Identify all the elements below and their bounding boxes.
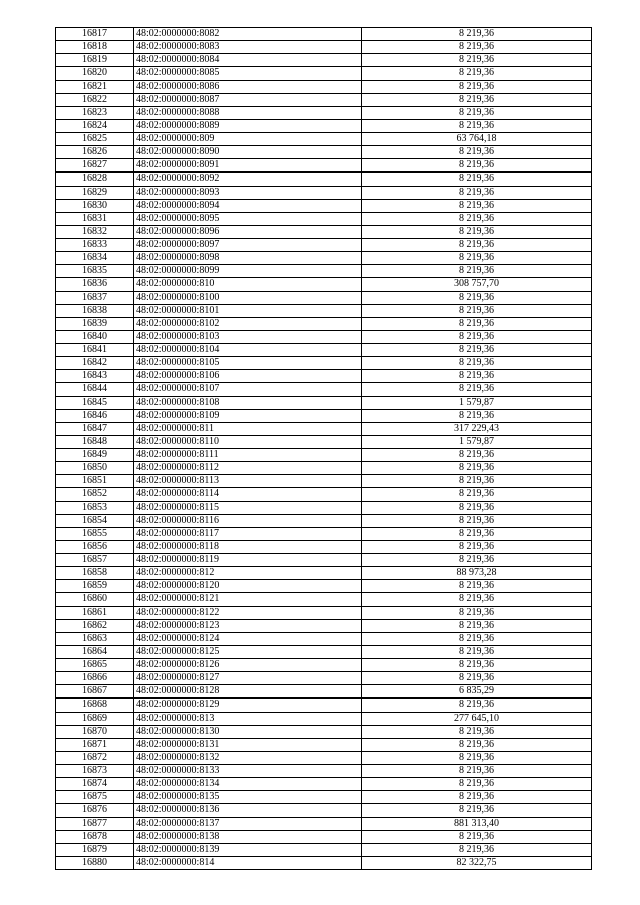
- cadastral-value-cell: 8 219,36: [362, 67, 592, 80]
- table-row: [56, 370, 592, 383]
- table-row: [56, 317, 592, 330]
- cadastral-value-cell: 8 219,36: [362, 41, 592, 54]
- cadastral-value-cell: 8 219,36: [362, 804, 592, 817]
- cadastral-number-cell: 48:02:0000000:8085: [134, 67, 362, 80]
- row-number-cell: 16817: [56, 28, 134, 41]
- row-number-cell: 16873: [56, 765, 134, 778]
- cadastral-value-cell: 8 219,36: [362, 830, 592, 843]
- cadastral-number-cell: 48:02:0000000:8120: [134, 580, 362, 593]
- row-number-cell: 16830: [56, 199, 134, 212]
- row-number-cell: 16859: [56, 580, 134, 593]
- table-row: [56, 344, 592, 357]
- cadastral-value-cell: 881 313,40: [362, 817, 592, 830]
- row-number-cell: 16861: [56, 606, 134, 619]
- table-row: [56, 765, 592, 778]
- table-row: [56, 475, 592, 488]
- cadastral-value-cell: 8 219,36: [362, 28, 592, 41]
- table-row: [56, 199, 592, 212]
- cadastral-number-cell: 48:02:0000000:8109: [134, 409, 362, 422]
- row-number-cell: 16877: [56, 817, 134, 830]
- cadastral-number-cell: 48:02:0000000:8112: [134, 462, 362, 475]
- cadastral-value-cell: 88 973,28: [362, 567, 592, 580]
- table-row: [56, 449, 592, 462]
- table-row: [56, 501, 592, 514]
- table-row: [56, 619, 592, 632]
- table-row: [56, 672, 592, 685]
- table-row: [56, 212, 592, 225]
- cadastral-number-cell: 48:02:0000000:8101: [134, 304, 362, 317]
- row-number-cell: 16853: [56, 501, 134, 514]
- cadastral-value-cell: 8 219,36: [362, 659, 592, 672]
- cadastral-number-cell: 48:02:0000000:8123: [134, 619, 362, 632]
- cadastral-value-cell: 8 219,36: [362, 304, 592, 317]
- cadastral-number-cell: 48:02:0000000:8134: [134, 778, 362, 791]
- table-row: [56, 488, 592, 501]
- cadastral-number-cell: 48:02:0000000:8092: [134, 172, 362, 186]
- table-row: [56, 93, 592, 106]
- cadastral-number-cell: 48:02:0000000:8107: [134, 383, 362, 396]
- cadastral-value-cell: 8 219,36: [362, 93, 592, 106]
- row-number-cell: 16854: [56, 514, 134, 527]
- row-number-cell: 16843: [56, 370, 134, 383]
- cadastral-value-cell: 8 219,36: [362, 527, 592, 540]
- table-row: [56, 593, 592, 606]
- cadastral-number-cell: 48:02:0000000:8111: [134, 449, 362, 462]
- cadastral-value-cell: 8 219,36: [362, 593, 592, 606]
- table-row: [56, 738, 592, 751]
- cadastral-number-cell: 48:02:0000000:8115: [134, 501, 362, 514]
- row-number-cell: 16844: [56, 383, 134, 396]
- cadastral-value-cell: 8 219,36: [362, 698, 592, 712]
- cadastral-number-cell: 48:02:0000000:8106: [134, 370, 362, 383]
- cadastral-value-cell: 82 322,75: [362, 856, 592, 869]
- cadastral-value-cell: 8 219,36: [362, 778, 592, 791]
- table-row: [56, 28, 592, 41]
- table-row: [56, 567, 592, 580]
- row-number-cell: 16874: [56, 778, 134, 791]
- table-row: [56, 712, 592, 725]
- cadastral-value-cell: 8 219,36: [362, 119, 592, 132]
- row-number-cell: 16841: [56, 344, 134, 357]
- table-row: [56, 357, 592, 370]
- table-row: [56, 580, 592, 593]
- table-row: [56, 330, 592, 343]
- row-number-cell: 16865: [56, 659, 134, 672]
- cadastral-value-cell: 8 219,36: [362, 619, 592, 632]
- cadastral-number-cell: 48:02:0000000:8083: [134, 41, 362, 54]
- cadastral-value-cell: 8 219,36: [362, 540, 592, 553]
- cadastral-value-table: [55, 27, 592, 870]
- cadastral-value-cell: 8 219,36: [362, 252, 592, 265]
- cadastral-number-cell: 48:02:0000000:8103: [134, 330, 362, 343]
- table-row: [56, 422, 592, 435]
- table-row: [56, 804, 592, 817]
- cadastral-number-cell: 48:02:0000000:8137: [134, 817, 362, 830]
- cadastral-value-cell: 8 219,36: [362, 370, 592, 383]
- cadastral-value-cell: 8 219,36: [362, 317, 592, 330]
- cadastral-number-cell: 48:02:0000000:8089: [134, 119, 362, 132]
- cadastral-number-cell: 48:02:0000000:8105: [134, 357, 362, 370]
- cadastral-number-cell: 48:02:0000000:8125: [134, 645, 362, 658]
- row-number-cell: 16863: [56, 632, 134, 645]
- cadastral-number-cell: 48:02:0000000:810: [134, 278, 362, 291]
- row-number-cell: 16872: [56, 751, 134, 764]
- cadastral-number-cell: 48:02:0000000:8116: [134, 514, 362, 527]
- cadastral-value-cell: 8 219,36: [362, 843, 592, 856]
- cadastral-value-cell: 6 835,29: [362, 685, 592, 699]
- row-number-cell: 16851: [56, 475, 134, 488]
- table-row: [56, 383, 592, 396]
- row-number-cell: 16858: [56, 567, 134, 580]
- cadastral-number-cell: 48:02:0000000:8121: [134, 593, 362, 606]
- cadastral-value-cell: 8 219,36: [362, 159, 592, 173]
- table-row: [56, 659, 592, 672]
- cadastral-number-cell: 48:02:0000000:8087: [134, 93, 362, 106]
- cadastral-value-cell: 8 219,36: [362, 409, 592, 422]
- cadastral-number-cell: 48:02:0000000:8133: [134, 765, 362, 778]
- table-row: [56, 856, 592, 869]
- row-number-cell: 16879: [56, 843, 134, 856]
- row-number-cell: 16824: [56, 119, 134, 132]
- row-number-cell: 16848: [56, 435, 134, 448]
- row-number-cell: 16847: [56, 422, 134, 435]
- cadastral-number-cell: 48:02:0000000:8084: [134, 54, 362, 67]
- row-number-cell: 16870: [56, 725, 134, 738]
- row-number-cell: 16834: [56, 252, 134, 265]
- cadastral-value-cell: 8 219,36: [362, 225, 592, 238]
- cadastral-value-cell: 8 219,36: [362, 449, 592, 462]
- cadastral-value-cell: 8 219,36: [362, 475, 592, 488]
- cadastral-number-cell: 48:02:0000000:8138: [134, 830, 362, 843]
- cadastral-number-cell: 48:02:0000000:8098: [134, 252, 362, 265]
- row-number-cell: 16860: [56, 593, 134, 606]
- table-row: [56, 291, 592, 304]
- cadastral-value-cell: 8 219,36: [362, 344, 592, 357]
- cadastral-number-cell: 48:02:0000000:8097: [134, 239, 362, 252]
- cadastral-number-cell: 48:02:0000000:8127: [134, 672, 362, 685]
- table-row: [56, 265, 592, 278]
- cadastral-value-cell: 8 219,36: [362, 357, 592, 370]
- table-row: [56, 791, 592, 804]
- cadastral-value-cell: 8 219,36: [362, 265, 592, 278]
- row-number-cell: 16845: [56, 396, 134, 409]
- table-row: [56, 225, 592, 238]
- cadastral-number-cell: 48:02:0000000:8122: [134, 606, 362, 619]
- cadastral-number-cell: 48:02:0000000:8118: [134, 540, 362, 553]
- cadastral-number-cell: 48:02:0000000:809: [134, 133, 362, 146]
- table-row: [56, 396, 592, 409]
- cadastral-value-cell: 8 219,36: [362, 106, 592, 119]
- table-row: [56, 304, 592, 317]
- cadastral-number-cell: 48:02:0000000:8110: [134, 435, 362, 448]
- cadastral-number-cell: 48:02:0000000:8091: [134, 159, 362, 173]
- cadastral-value-cell: 8 219,36: [362, 554, 592, 567]
- cadastral-number-cell: 48:02:0000000:812: [134, 567, 362, 580]
- cadastral-number-cell: 48:02:0000000:813: [134, 712, 362, 725]
- row-number-cell: 16836: [56, 278, 134, 291]
- table-row: [56, 106, 592, 119]
- cadastral-number-cell: 48:02:0000000:814: [134, 856, 362, 869]
- cadastral-number-cell: 48:02:0000000:8136: [134, 804, 362, 817]
- table-row: [56, 159, 592, 173]
- row-number-cell: 16837: [56, 291, 134, 304]
- row-number-cell: 16849: [56, 449, 134, 462]
- row-number-cell: 16820: [56, 67, 134, 80]
- row-number-cell: 16852: [56, 488, 134, 501]
- cadastral-value-cell: 8 219,36: [362, 146, 592, 159]
- row-number-cell: 16868: [56, 698, 134, 712]
- cadastral-value-cell: 8 219,36: [362, 330, 592, 343]
- row-number-cell: 16823: [56, 106, 134, 119]
- cadastral-number-cell: 48:02:0000000:8131: [134, 738, 362, 751]
- cadastral-value-cell: 8 219,36: [362, 672, 592, 685]
- cadastral-value-cell: 8 219,36: [362, 172, 592, 186]
- cadastral-number-cell: 48:02:0000000:8128: [134, 685, 362, 699]
- row-number-cell: 16833: [56, 239, 134, 252]
- cadastral-value-cell: 8 219,36: [362, 239, 592, 252]
- cadastral-number-cell: 48:02:0000000:8082: [134, 28, 362, 41]
- row-number-cell: 16831: [56, 212, 134, 225]
- row-number-cell: 16857: [56, 554, 134, 567]
- row-number-cell: 16846: [56, 409, 134, 422]
- row-number-cell: 16839: [56, 317, 134, 330]
- table-row: [56, 239, 592, 252]
- cadastral-value-cell: 8 219,36: [362, 501, 592, 514]
- cadastral-number-cell: 48:02:0000000:8096: [134, 225, 362, 238]
- row-number-cell: 16867: [56, 685, 134, 699]
- table-row: [56, 778, 592, 791]
- table-row: [56, 698, 592, 712]
- cadastral-number-cell: 48:02:0000000:8094: [134, 199, 362, 212]
- row-number-cell: 16864: [56, 645, 134, 658]
- cadastral-value-cell: 1 579,87: [362, 435, 592, 448]
- cadastral-number-cell: 48:02:0000000:8108: [134, 396, 362, 409]
- table-row: [56, 133, 592, 146]
- row-number-cell: 16871: [56, 738, 134, 751]
- cadastral-value-cell: 8 219,36: [362, 580, 592, 593]
- cadastral-value-cell: 8 219,36: [362, 765, 592, 778]
- table-row: [56, 830, 592, 843]
- row-number-cell: 16822: [56, 93, 134, 106]
- row-number-cell: 16855: [56, 527, 134, 540]
- row-number-cell: 16818: [56, 41, 134, 54]
- row-number-cell: 16875: [56, 791, 134, 804]
- cadastral-number-cell: 48:02:0000000:8117: [134, 527, 362, 540]
- row-number-cell: 16850: [56, 462, 134, 475]
- cadastral-value-cell: 8 219,36: [362, 514, 592, 527]
- table-row: [56, 751, 592, 764]
- row-number-cell: 16827: [56, 159, 134, 173]
- table-row: [56, 172, 592, 186]
- cadastral-number-cell: 48:02:0000000:8099: [134, 265, 362, 278]
- row-number-cell: 16869: [56, 712, 134, 725]
- table-row: [56, 409, 592, 422]
- cadastral-number-cell: 48:02:0000000:8102: [134, 317, 362, 330]
- table-row: [56, 146, 592, 159]
- table-row: [56, 435, 592, 448]
- table-row: [56, 645, 592, 658]
- cadastral-number-cell: 48:02:0000000:8126: [134, 659, 362, 672]
- table-row: [56, 186, 592, 199]
- cadastral-value-cell: 8 219,36: [362, 632, 592, 645]
- cadastral-value-cell: 8 219,36: [362, 291, 592, 304]
- row-number-cell: 16878: [56, 830, 134, 843]
- table-row: [56, 252, 592, 265]
- table-row: [56, 527, 592, 540]
- row-number-cell: 16819: [56, 54, 134, 67]
- table-row: [56, 540, 592, 553]
- cadastral-value-cell: 8 219,36: [362, 606, 592, 619]
- row-number-cell: 16828: [56, 172, 134, 186]
- cadastral-number-cell: 48:02:0000000:8100: [134, 291, 362, 304]
- cadastral-value-cell: 1 579,87: [362, 396, 592, 409]
- cadastral-value-cell: 308 757,70: [362, 278, 592, 291]
- cadastral-value-cell: 8 219,36: [362, 738, 592, 751]
- row-number-cell: 16866: [56, 672, 134, 685]
- table-row: [56, 54, 592, 67]
- cadastral-number-cell: 48:02:0000000:8088: [134, 106, 362, 119]
- row-number-cell: 16835: [56, 265, 134, 278]
- row-number-cell: 16826: [56, 146, 134, 159]
- table-row: [56, 278, 592, 291]
- cadastral-value-cell: 8 219,36: [362, 791, 592, 804]
- cadastral-number-cell: 48:02:0000000:811: [134, 422, 362, 435]
- row-number-cell: 16856: [56, 540, 134, 553]
- cadastral-value-cell: 8 219,36: [362, 80, 592, 93]
- table-row: [56, 817, 592, 830]
- row-number-cell: 16842: [56, 357, 134, 370]
- cadastral-value-cell: 8 219,36: [362, 186, 592, 199]
- cadastral-number-cell: 48:02:0000000:8129: [134, 698, 362, 712]
- cadastral-number-cell: 48:02:0000000:8139: [134, 843, 362, 856]
- cadastral-number-cell: 48:02:0000000:8119: [134, 554, 362, 567]
- cadastral-value-cell: 8 219,36: [362, 54, 592, 67]
- table-body: [56, 28, 592, 870]
- table-row: [56, 843, 592, 856]
- cadastral-number-cell: 48:02:0000000:8124: [134, 632, 362, 645]
- cadastral-number-cell: 48:02:0000000:8095: [134, 212, 362, 225]
- cadastral-value-cell: 8 219,36: [362, 725, 592, 738]
- cadastral-value-cell: 277 645,10: [362, 712, 592, 725]
- cadastral-value-cell: 8 219,36: [362, 462, 592, 475]
- cadastral-value-cell: 8 219,36: [362, 199, 592, 212]
- row-number-cell: 16876: [56, 804, 134, 817]
- cadastral-number-cell: 48:02:0000000:8132: [134, 751, 362, 764]
- table-row: [56, 554, 592, 567]
- row-number-cell: 16829: [56, 186, 134, 199]
- cadastral-number-cell: 48:02:0000000:8135: [134, 791, 362, 804]
- table-row: [56, 606, 592, 619]
- cadastral-value-cell: 8 219,36: [362, 488, 592, 501]
- table-row: [56, 462, 592, 475]
- cadastral-value-cell: 8 219,36: [362, 751, 592, 764]
- cadastral-value-cell: 8 219,36: [362, 645, 592, 658]
- table-row: [56, 80, 592, 93]
- table-row: [56, 725, 592, 738]
- cadastral-number-cell: 48:02:0000000:8113: [134, 475, 362, 488]
- row-number-cell: 16880: [56, 856, 134, 869]
- cadastral-value-cell: 317 229,43: [362, 422, 592, 435]
- row-number-cell: 16832: [56, 225, 134, 238]
- cadastral-value-cell: 63 764,18: [362, 133, 592, 146]
- row-number-cell: 16821: [56, 80, 134, 93]
- row-number-cell: 16838: [56, 304, 134, 317]
- table-row: [56, 41, 592, 54]
- cadastral-number-cell: 48:02:0000000:8130: [134, 725, 362, 738]
- cadastral-number-cell: 48:02:0000000:8114: [134, 488, 362, 501]
- row-number-cell: 16825: [56, 133, 134, 146]
- cadastral-number-cell: 48:02:0000000:8086: [134, 80, 362, 93]
- row-number-cell: 16862: [56, 619, 134, 632]
- table-row: [56, 67, 592, 80]
- table-row: [56, 119, 592, 132]
- cadastral-value-cell: 8 219,36: [362, 212, 592, 225]
- table-row: [56, 685, 592, 699]
- cadastral-number-cell: 48:02:0000000:8104: [134, 344, 362, 357]
- cadastral-value-cell: 8 219,36: [362, 383, 592, 396]
- table-row: [56, 632, 592, 645]
- cadastral-number-cell: 48:02:0000000:8093: [134, 186, 362, 199]
- cadastral-number-cell: 48:02:0000000:8090: [134, 146, 362, 159]
- table-row: [56, 514, 592, 527]
- row-number-cell: 16840: [56, 330, 134, 343]
